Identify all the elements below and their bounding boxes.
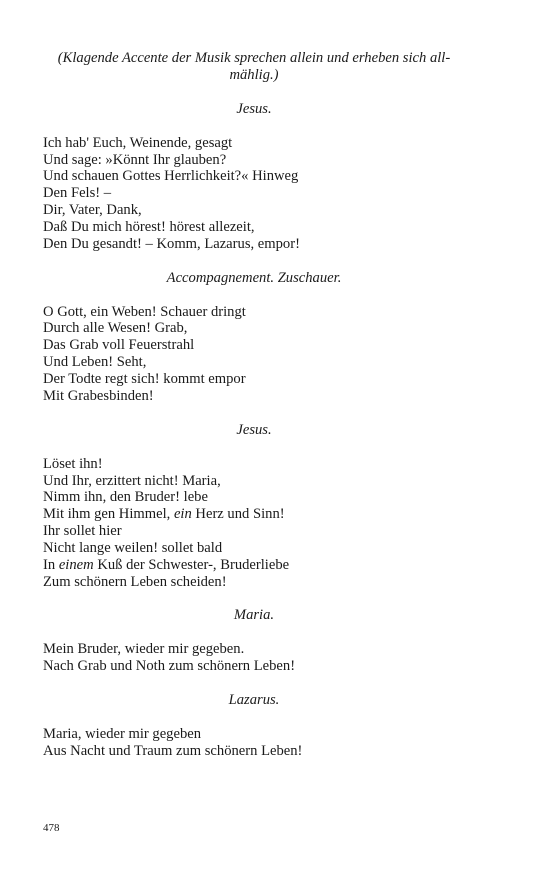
speaker-heading: Jesus. (236, 100, 272, 117)
verse-line: Dir, Vater, Dank, (43, 202, 142, 219)
verse-block (43, 456, 465, 591)
verse-line: Und sage: »Könnt Ihr glauben? (43, 151, 227, 168)
verse-line: Der Todte regt sich! kommt empor (43, 370, 246, 387)
verse-line: Löset ihn! (43, 455, 103, 472)
verse-line: O Gott, ein Weben! Schauer dringt (43, 303, 246, 320)
verse-block (43, 641, 465, 675)
verse-line: Und Leben! Seht, (43, 354, 147, 371)
verse-line: Das Grab voll Feuerstrahl (43, 337, 195, 354)
verse-line: Zum schönern Leben scheiden! (43, 573, 227, 590)
verse-line: Aus Nacht und Traum zum schönern Leben! (43, 742, 303, 759)
page-body (43, 50, 465, 760)
speaker-heading: Lazarus. (228, 692, 280, 709)
verse-block (43, 135, 465, 253)
verse-line (43, 506, 465, 523)
verse-line: Mit Grabesbinden! (43, 387, 154, 404)
verse-line: Nicht lange weilen! sollet bald (43, 539, 223, 556)
speaker-heading: Accompagnement. Zuschauer. (166, 269, 342, 286)
verse-line: Den Fels! – (43, 185, 112, 202)
stage-direction (43, 50, 465, 84)
verse-line: Mein Bruder, wieder mir gegeben. (43, 641, 245, 658)
verse-line: Und Ihr, erzittert nicht! Maria, (43, 472, 221, 489)
verse-line: Nach Grab und Noth zum schönern Leben! (43, 658, 296, 675)
page-number: 478 (43, 822, 60, 834)
verse-line: Durch alle Wesen! Grab, (43, 320, 188, 337)
verse-block (43, 304, 465, 405)
verse-line-text: Herz und Sinn! (191, 506, 285, 523)
verse-line-text: Mit ihm gen Himmel, (43, 506, 174, 523)
verse-line-text: Kuß der Schwester-, Bruderliebe (93, 556, 290, 573)
verse-line: Maria, wieder mir gegeben (43, 726, 202, 743)
emphasized-word: ein (173, 506, 192, 523)
verse-line: Und schauen Gottes Herrlichkeit?« Hinweg (43, 168, 299, 185)
verse-line: Ich hab' Euch, Weinende, gesagt (43, 134, 233, 151)
verse-line-text: In (43, 556, 59, 573)
emphasized-word: einem (58, 556, 94, 573)
speaker-heading: Jesus. (236, 421, 272, 438)
verse-line: Ihr sollet hier (43, 523, 122, 540)
stage-direction-line: mählig.) (229, 66, 279, 83)
verse-line (43, 557, 465, 574)
verse-block (43, 726, 465, 760)
verse-sections (43, 101, 465, 760)
speaker-heading: Maria. (233, 607, 275, 624)
verse-line: Nimm ihn, den Bruder! lebe (43, 489, 208, 506)
stage-direction-line: (Klagende Accente der Musik sprechen allein und erheben sich all- (57, 50, 451, 66)
verse-line: Den Du gesandt! – Komm, Lazarus, empor! (43, 235, 300, 252)
verse-line: Daß Du mich hörest! hörest allezeit, (43, 218, 255, 235)
